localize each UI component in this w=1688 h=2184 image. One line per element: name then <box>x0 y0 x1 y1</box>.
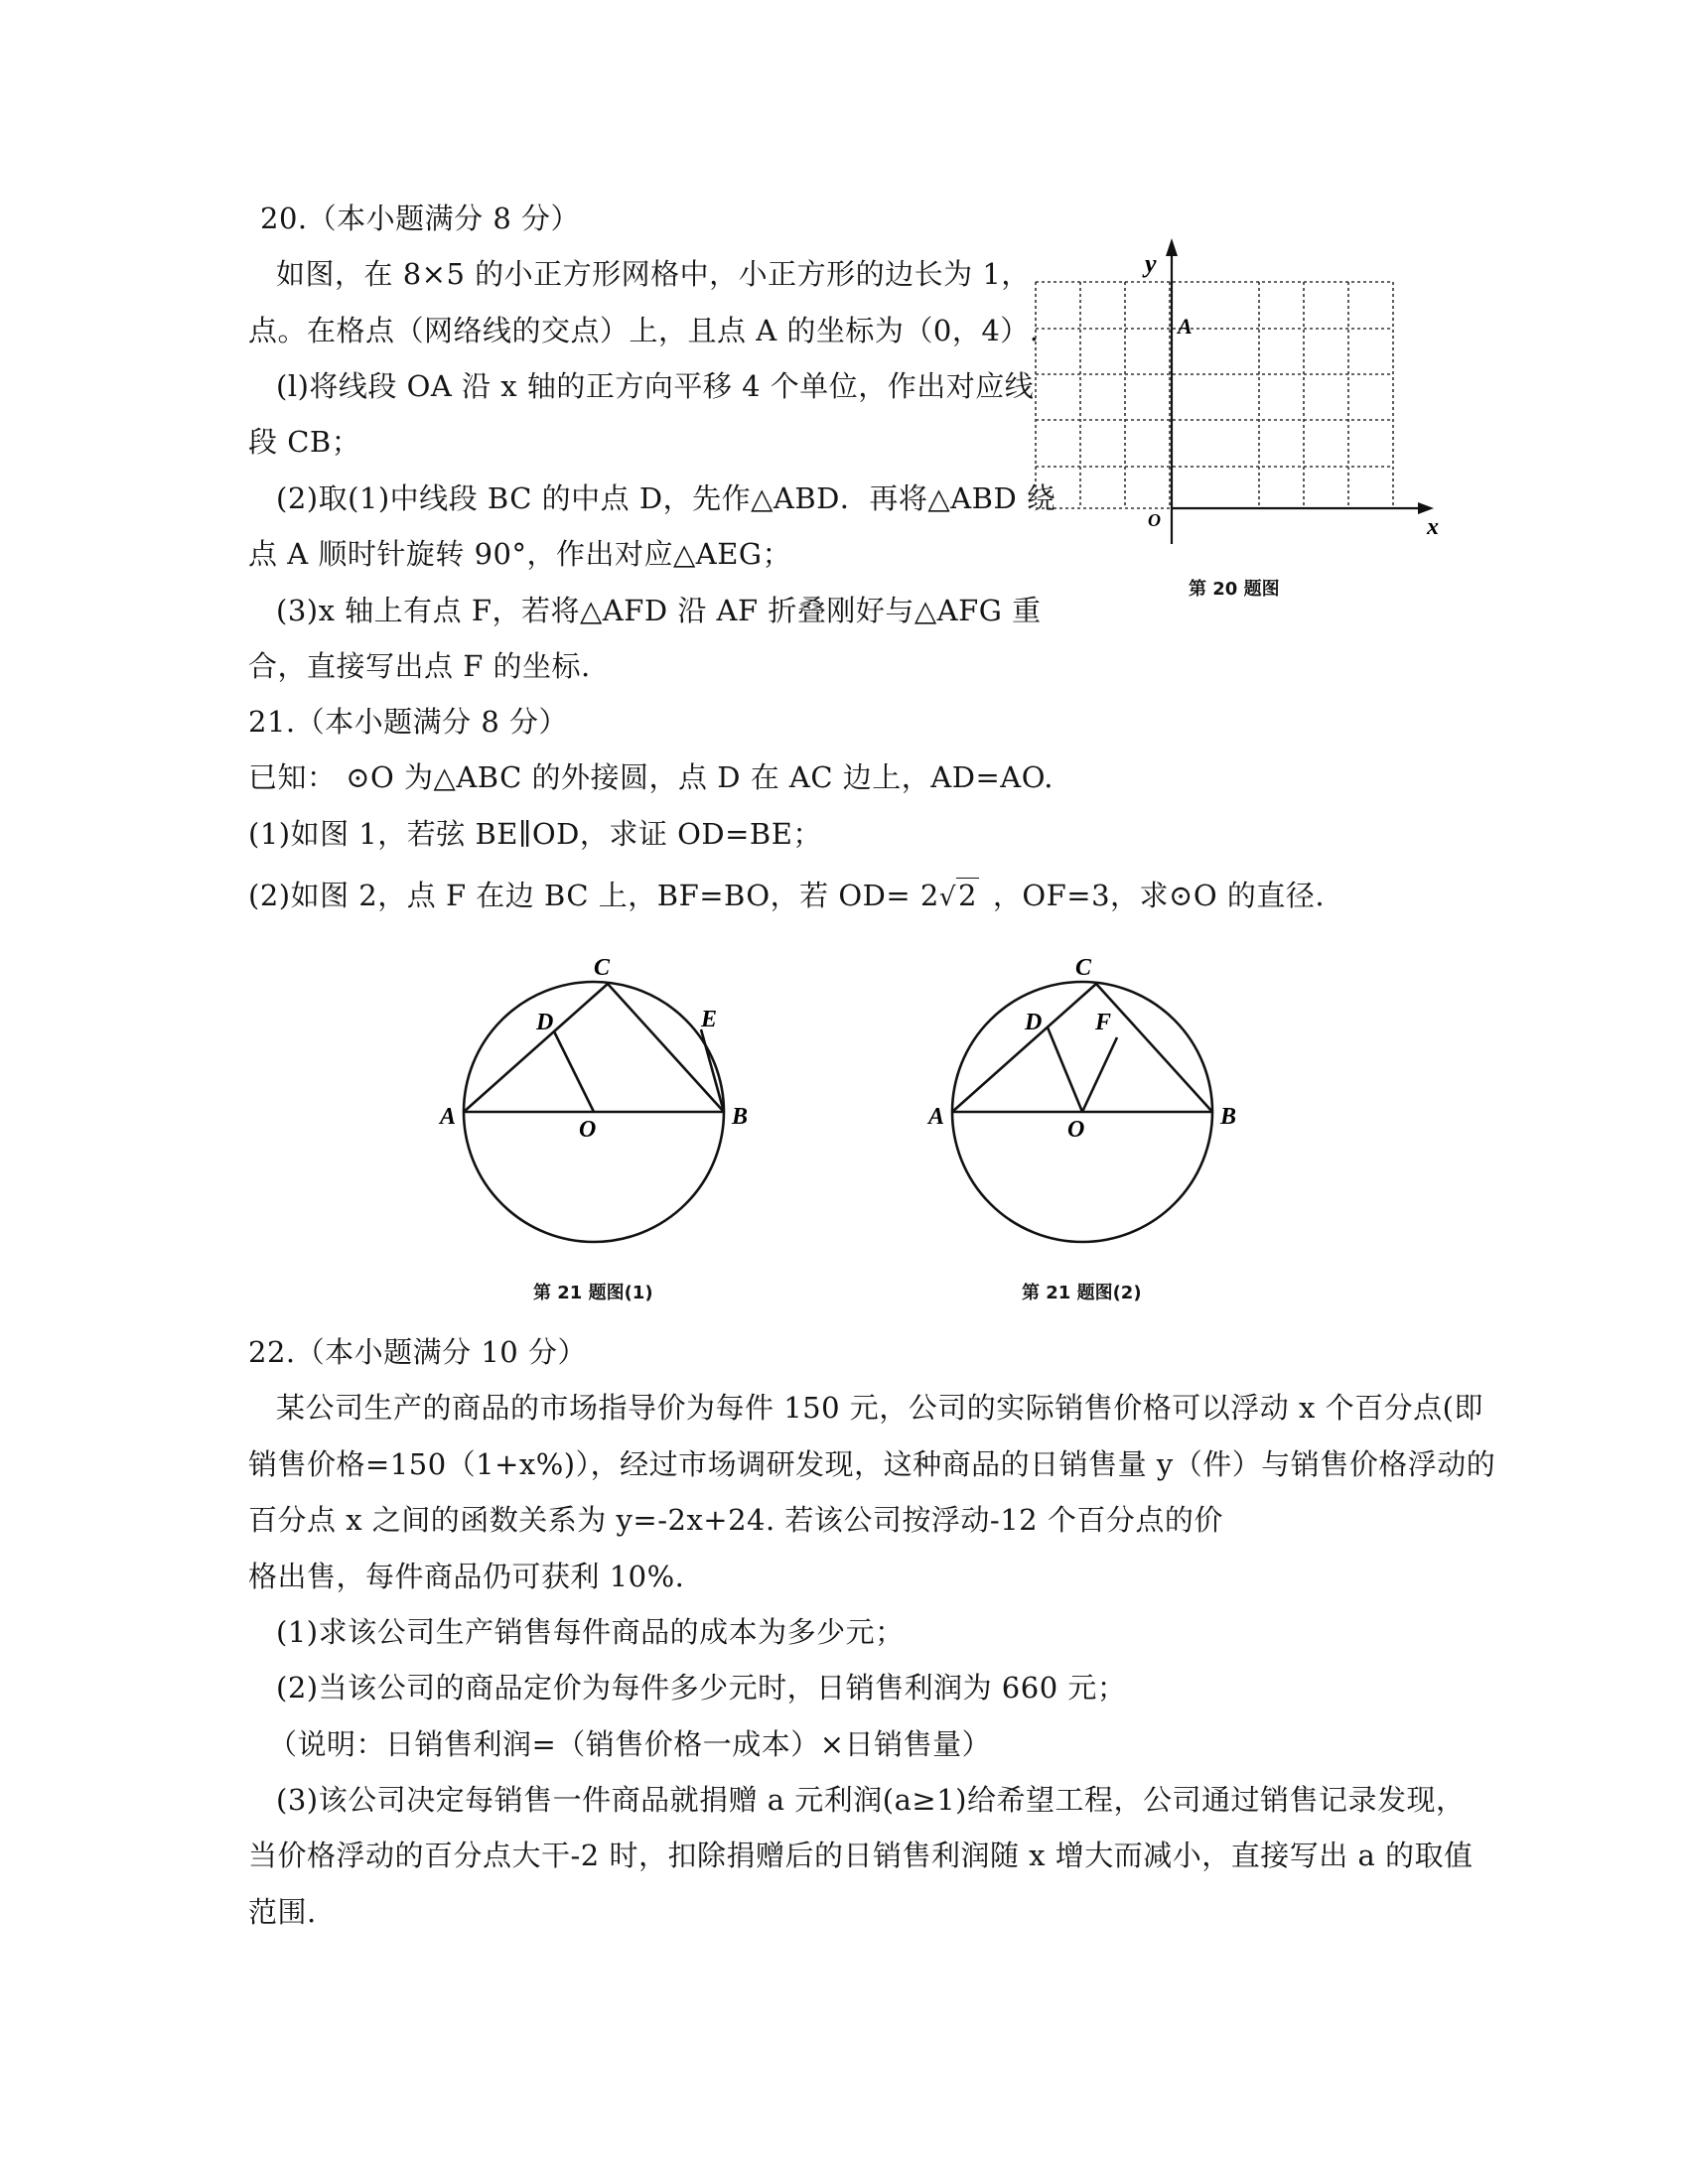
q21-fig1-label-d: D <box>536 1010 554 1035</box>
q21-part2-radicand: 2 <box>957 879 977 912</box>
q21-part2-suffix: ，OF=3，求⊙O 的直径. <box>992 879 1326 912</box>
q21-figure-2-caption: 第 21 题图(2) <box>1022 1283 1142 1303</box>
sqrt-radical: √ <box>938 883 956 912</box>
q21-given: 已知： ⊙O 为△ABC 的外接圆，点 D 在 AC 边上，AD=AO. <box>248 760 1054 794</box>
q21-fig2-label-f: F <box>1095 1010 1112 1035</box>
q21-fig1-label-b: B <box>732 1104 749 1130</box>
q21-fig1-label-e: E <box>701 1007 718 1032</box>
q20-intro-line2: 点。在格点（网络线的交点）上，且点 A 的坐标为（0，4）. <box>248 314 1040 347</box>
q20-figure-caption: 第 20 题图 <box>1189 579 1280 600</box>
q22-part2: (2)当该公司的商品定价为每件多少元时，日销售利润为 660 元； <box>276 1671 1127 1705</box>
q22-part1: (1)求该公司生产销售每件商品的成本为多少元； <box>276 1615 905 1649</box>
q20-axis-y-label: y <box>1145 249 1157 278</box>
q20-header: 20.（本小题满分 8 分） <box>260 202 581 235</box>
q21-fig2-label-a: A <box>928 1104 945 1130</box>
q22-part3-line3: 范围. <box>248 1895 317 1929</box>
q21-header: 21.（本小题满分 8 分） <box>248 705 569 739</box>
q22-part3-line2: 当价格浮动的百分点大干-2 时，扣除捐赠后的日销售利润随 x 增大而减小，直接写出 a 的取值 <box>248 1839 1474 1872</box>
q20-part2-line2: 点 A 顺时针旋转 90°，作出对应△AEG； <box>248 537 792 571</box>
q20-origin-label: O <box>1148 510 1161 530</box>
q20-part3-line1: (3)x 轴上有点 F，若将△AFD 沿 AF 折叠刚好与△AFG 重 <box>276 594 1042 627</box>
q21-fig2-label-c: C <box>1075 955 1092 981</box>
q20-part1-line2: 段 CB； <box>248 425 361 459</box>
q22-body-line2: 销售价格=150（1+x%)），经过市场调研发现，这种商品的日销售量 y（件）与销售价格浮动的 <box>248 1447 1496 1481</box>
q21-part1: (1)如图 1，若弦 BE∥OD，求证 OD=BE； <box>248 817 822 851</box>
q21-fig1-label-o: O <box>579 1117 597 1143</box>
q22-part3-line1: (3)该公司决定每销售一件商品就捐赠 a 元利润(a≥1)给希望工程，公司通过销售记录发现， <box>276 1783 1466 1817</box>
q22-body-line3: 百分点 x 之间的函数关系为 y=-2x+24. 若该公司按浮动-12 个百分点的价 <box>248 1503 1223 1537</box>
q21-part2-prefix: (2)如图 2，点 F 在边 BC 上，BF=BO，若 OD= 2 <box>248 879 939 912</box>
q20-intro-line1: 如图，在 8×5 的小正方形网格中，小正方形的边长为 1， <box>276 257 1031 291</box>
q20-part3-line2: 合，直接写出点 F 的坐标. <box>248 649 591 683</box>
q21-fig2-label-o: O <box>1067 1117 1085 1143</box>
q22-note: （说明：日销售利润=（销售价格一成本）×日销售量） <box>268 1727 992 1761</box>
q21-fig1-label-a: A <box>440 1104 457 1130</box>
q21-fig1-label-c: C <box>594 955 611 981</box>
q20-part1-line1: (l)将线段 OA 沿 x 轴的正方向平移 4 个单位，作出对应线 <box>276 369 1035 403</box>
q20-part2-line1: (2)取(1)中线段 BC 的中点 D，先作△ABD．再将△ABD 绕 <box>276 481 1056 515</box>
q20-point-a-label: A <box>1178 314 1193 339</box>
q22-header: 22.（本小题满分 10 分） <box>248 1335 587 1369</box>
q21-fig2-label-b: B <box>1220 1104 1237 1130</box>
q21-figure-1-caption: 第 21 题图(1) <box>533 1283 653 1303</box>
q22-body-line1: 某公司生产的商品的市场指导价为每件 150 元，公司的实际销售价格可以浮动 x 个百分点(即 <box>276 1391 1483 1425</box>
q20-axis-x-label: x <box>1427 514 1439 540</box>
q22-body-line4: 格出售，每件商品仍可获利 10%. <box>248 1560 685 1593</box>
q21-fig2-label-d: D <box>1025 1010 1043 1035</box>
